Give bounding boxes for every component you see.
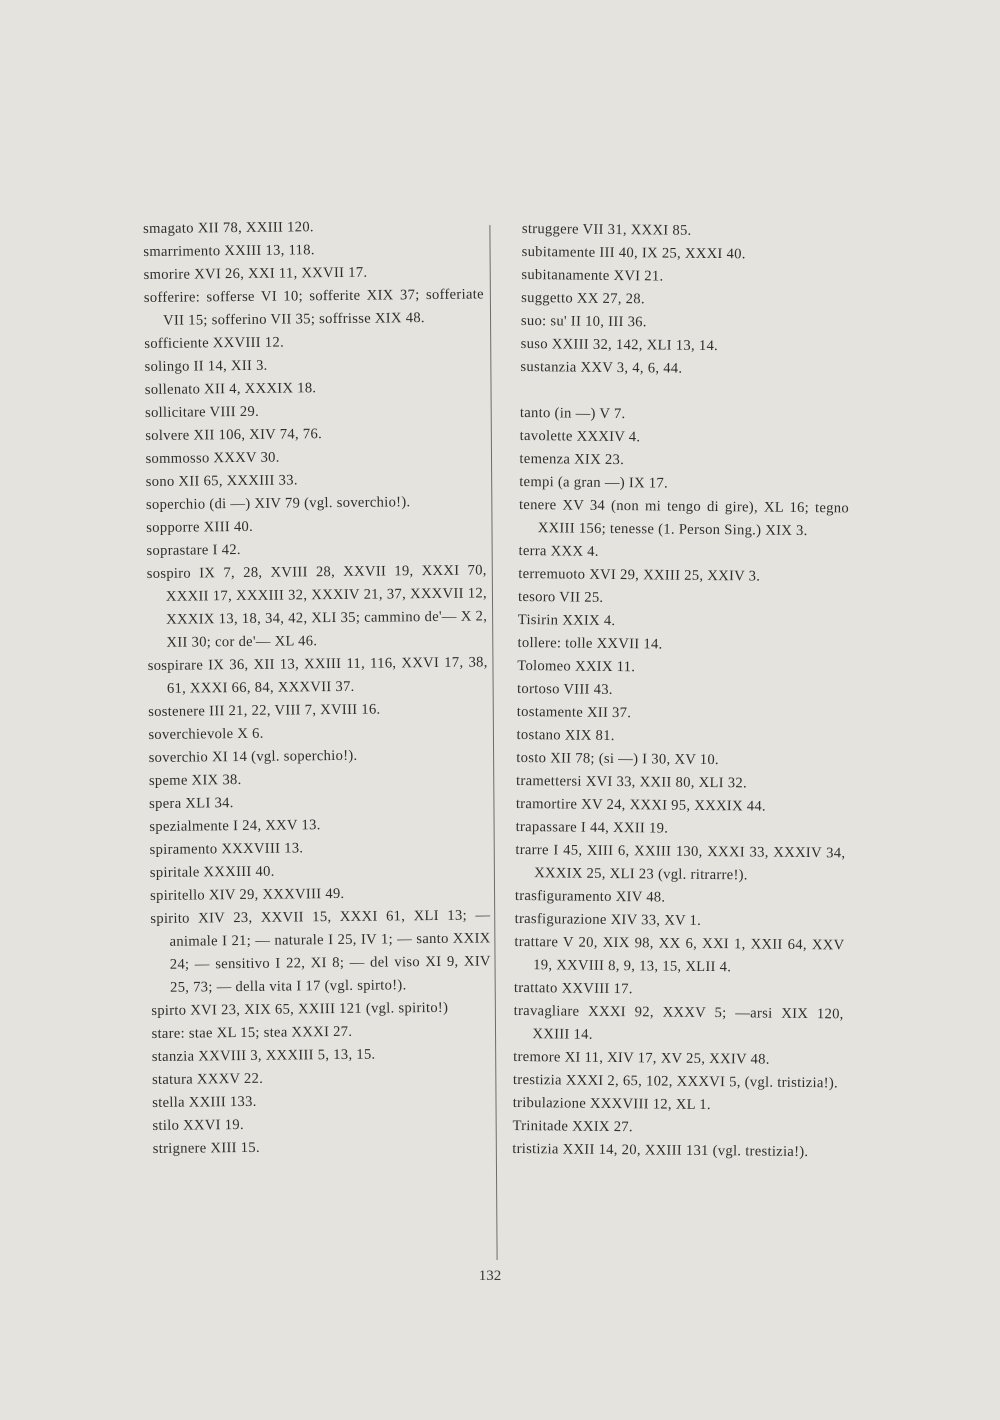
index-entry: suso XXIII 32, 142, XLI 13, 14.	[520, 335, 719, 355]
section-gap	[520, 379, 850, 405]
index-entry: tanto (in —) V 7.	[519, 404, 626, 423]
index-entry: subitanamente XVI 21.	[521, 266, 664, 285]
index-entry: solingo II 14, XII 3.	[144, 357, 268, 375]
index-entry: suo: su' II 10, III 36.	[520, 312, 647, 331]
index-entry: trattare V 20, XIX 98, XX 6, XXI 1, XXII 64, XXV 19, XXVIII 8, 9, 13, 15, XLII 4.	[514, 933, 845, 976]
index-entry: spirto XVI 23, XIX 65, XXIII 121 (vgl. spirito!)	[151, 999, 449, 1019]
index-entry: trasfigurazione XIV 33, XV 1.	[514, 910, 702, 929]
index-entry: tempi (a gran —) IX 17.	[519, 473, 669, 492]
index-entry: soverchievole X 6.	[148, 725, 264, 743]
index-entry: sostenere III 21, 22, VIII 7, XVIII 16.	[148, 701, 381, 720]
index-entry: spiritello XIV 29, XXXVIII 49.	[150, 885, 345, 904]
index-entry: trasfiguramento XIV 48.	[514, 887, 666, 906]
index-entry: soperchio (di —) XIV 79 (vgl. soverchio!).	[145, 494, 411, 513]
index-entry: soverchio XI 14 (vgl. soperchio!).	[148, 747, 358, 766]
index-entry: stanzia XXVIII 3, XXXIII 5, 13, 15.	[151, 1046, 376, 1065]
t-entries	[512, 402, 850, 1164]
index-entry: tollere: tolle XXVII 14.	[517, 634, 663, 653]
index-entry: sofficiente XXVIII 12.	[144, 334, 285, 352]
index-entry: tostamente XII 37.	[516, 703, 632, 722]
index-entry: tostano XIX 81.	[516, 726, 615, 744]
index-entry: suggetto XX 27, 28.	[521, 289, 645, 308]
index-entry: tristizia XXII 14, 20, XXIII 131 (vgl. trestizia!).	[512, 1140, 809, 1161]
index-entry: trestizia XXXI 2, 65, 102, XXXVI 5, (vgl. tristizia!).	[512, 1071, 839, 1092]
index-entry: solvere XII 106, XIV 74, 76.	[145, 426, 323, 444]
index-entry: spezialmente I 24, XXV 13.	[149, 817, 321, 835]
index-entry: smarrimento XXIII 13, 118.	[143, 242, 315, 260]
index-entry: sospiro IX 7, 28, XVIII 28, XXVII 19, XXXI 70, XXXII 17, XXXIII 32, XXXIV 21, 37, XXXVII 12, XXXIX 13, 18, 34, 42, XLI 35; cammino de'— X 2, XII 30; cor de'— XL 46.	[146, 562, 488, 651]
index-entry: sollicitare VIII 29.	[144, 403, 260, 421]
index-entry: trarre I 45, XIII 6, XXIII 130, XXXI 33, XXXIV 34, XXXIX 25, XLI 23 (vgl. ritrarre!).	[515, 841, 846, 884]
index-entry: speme XIX 38.	[148, 771, 242, 789]
index-entry: sollenato XII 4, XXXIX 18.	[144, 380, 317, 398]
index-entry: trapassare I 44, XXII 19.	[515, 818, 669, 837]
index-entry: spiramento XXXVIII 13.	[149, 840, 304, 858]
index-entry: tortoso VIII 43.	[516, 680, 613, 698]
index-entry: tesoro VII 25.	[517, 588, 604, 606]
index-entry: Tolomeo XXIX 11.	[517, 657, 636, 676]
index-entry: sopporre XIII 40.	[146, 518, 254, 536]
index-entry: sommosso XXXV 30.	[145, 449, 280, 467]
index-entry: spera XLI 34.	[149, 795, 234, 812]
index-entry: tramortire XV 24, XXXI 95, XXXIX 44.	[515, 795, 767, 815]
index-entry: trattato XXVIII 17.	[513, 979, 633, 998]
index-entry: tribulazione XXXVIII 12, XL 1.	[512, 1094, 711, 1114]
right-column	[512, 218, 852, 1164]
index-entry: stilo XXVI 19.	[152, 1116, 244, 1134]
index-entry: spirito XIV 23, XXVII 15, XXXI 61, XLI 13; — animale I 21; — naturale I 25, IV 1; — santo XXIX 24; — sensitivo I 22, XI 8; — del viso XI 9, XIV 25, 73; — della vita I 17 (vgl. spirto!).	[150, 907, 491, 996]
index-entry: subitamente III 40, IX 25, XXXI 40.	[521, 243, 746, 263]
index-entry: terremuoto XVI 29, XXIII 25, XXIV 3.	[518, 565, 761, 585]
index-entry: Trinitade XXIX 27.	[512, 1117, 633, 1136]
index-entry: smagato XII 78, XXIII 120.	[143, 219, 314, 237]
index-entry: soprastare I 42.	[146, 541, 241, 559]
index-entry: tremore XI 11, XIV 17, XV 25, XXIV 48.	[513, 1048, 770, 1068]
index-entry: spiritale XXXIII 40.	[149, 863, 275, 881]
index-entry: sustanzia XXV 3, 4, 6, 44.	[520, 358, 683, 377]
index-entry: sospirare IX 36, XII 13, XXIII 11, 116, XXVI 17, 38, 61, XXXI 66, 84, XXXVII 37.	[147, 654, 488, 697]
page-number: 132	[478, 1268, 502, 1284]
index-entry: stare: stae XL 15; stea XXXI 27.	[151, 1023, 353, 1042]
index-entry: travagliare XXXI 92, XXXV 5; —arsi XIX 120, XXIII 14.	[513, 1002, 844, 1043]
index-entry: struggere VII 31, XXXI 85.	[521, 220, 692, 239]
index-entry: tramettersi XVI 33, XXII 80, XLI 32.	[516, 772, 748, 792]
index-entry: tenere XV 34 (non mi tengo di gire), XL 16; tegno XXIII 156; tenesse (1. Person Sing.) XIX 3.	[518, 496, 850, 540]
left-column	[143, 214, 493, 1161]
index-entry: strignere XIII 15.	[152, 1139, 260, 1157]
index-entry: sofferire: sofferse VI 10; sofferite XIX 37; sofferiate VII 15; sofferino VII 35; soffrisse XIX 48.	[143, 286, 484, 329]
index-entry: tosto XII 78; (si —) I 30, XV 10.	[516, 749, 720, 769]
index-entry: stella XXIII 133.	[152, 1093, 257, 1111]
index-entry: temenza XIX 23.	[519, 450, 625, 469]
s-entries	[520, 218, 852, 382]
index-entry: terra XXX 4.	[518, 542, 599, 560]
index-entry: statura XXXV 22.	[151, 1070, 264, 1088]
index-entry: Tisirin XXIX 4.	[517, 611, 616, 629]
index-entry: sono XII 65, XXXIII 33.	[145, 472, 298, 490]
index-entry: smorire XVI 26, XXI 11, XXVII 17.	[143, 264, 368, 283]
index-entry: tavolette XXXIV 4.	[519, 427, 641, 446]
